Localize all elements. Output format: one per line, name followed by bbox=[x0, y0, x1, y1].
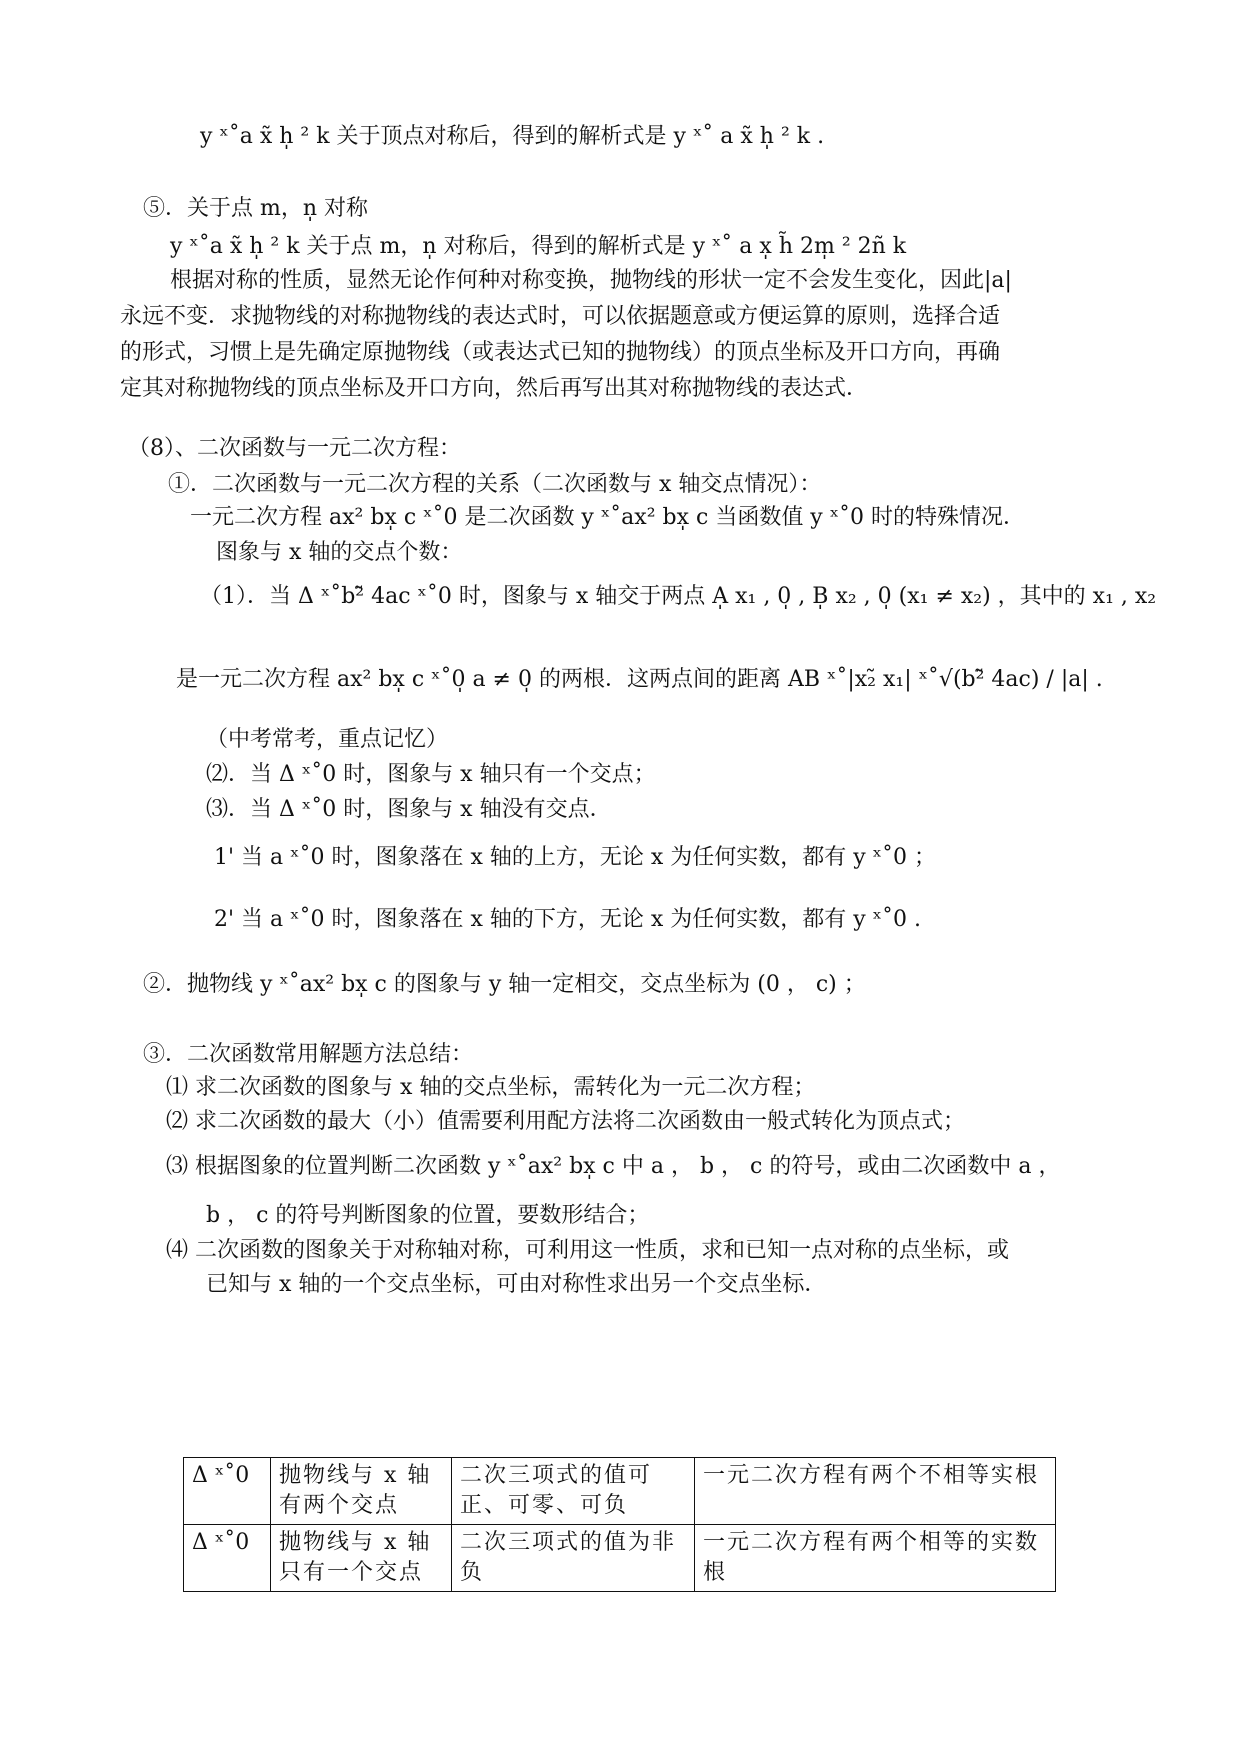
paragraph-line: ⑶．当 Δ ˣ˚0 时，图象与 x 轴没有交点． bbox=[206, 797, 612, 822]
discriminant-table bbox=[183, 1457, 1056, 1592]
formula-line: （1）．当 Δ ˣ˚b²̃ 4ac ˣ˚0 时，图象与 x 轴交于两点 A̩ x₁ , 0̩ , B̩ x₂ , 0̩ (x₁ ≠ x₂) ，其中的 x₁ , x₂ bbox=[200, 584, 1157, 609]
subheading: ⑤．关于点 m，n̩ 对称 bbox=[143, 196, 369, 221]
subheading: ②．抛物线 y ˣ˚ax² bx̩ c 的图象与 y 轴一定相交，交点坐标为 (0 ， c) ； bbox=[143, 972, 866, 997]
formula-line: y ˣ˚a x̃ h̩ ² k 关于点 m，n̩ 对称后，得到的解析式是 y ˣ˚ a x̩ h̃ 2m̩ ² 2ñ k bbox=[170, 234, 907, 259]
paragraph-line: 根据对称的性质，显然无论作何种对称变换，抛物线的形状一定不会发生变化，因此|a| bbox=[170, 268, 1012, 293]
subheading: ③．二次函数常用解题方法总结： bbox=[143, 1042, 474, 1067]
list-item: ⑶ 根据图象的位置判断二次函数 y ˣ˚ax² bx̩ c 中 a ， b ， c 的符号，或由二次函数中 a ， bbox=[166, 1154, 1061, 1179]
paragraph-line: 1' 当 a ˣ˚0 时，图象落在 x 轴的上方，无论 x 为任何实数，都有 y ˣ˚0 ； bbox=[214, 845, 936, 870]
list-item: ⑵ 求二次函数的最大（小）值需要利用配方法将二次函数由一般式转化为顶点式； bbox=[166, 1109, 965, 1134]
table-cell: 抛物线与 x 轴有两个交点 bbox=[271, 1458, 452, 1525]
formula-line: 是一元二次方程 ax² bx̩ c ˣ˚0̩ a ≠ 0̩ 的两根．这两点间的距离 AB ˣ˚|x₂̃ x₁| ˣ˚√(b²̃ 4ac) / |a| . bbox=[176, 667, 1103, 692]
table-cell: 二次三项式的值为非负 bbox=[452, 1525, 695, 1592]
table-cell: Δ ˣ˚0 bbox=[184, 1525, 271, 1592]
paragraph-line: 永远不变．求抛物线的对称抛物线的表达式时，可以依据题意或方便运算的原则，选择合适 bbox=[120, 304, 1001, 329]
paragraph-line: 一元二次方程 ax² bx̩ c ˣ˚0 是二次函数 y ˣ˚ax² bx̩ c 当函数值 y ˣ˚0 时的特殊情况． bbox=[190, 505, 1026, 530]
table-cell: 二次三项式的值可正、可零、可负 bbox=[452, 1458, 695, 1525]
section-heading: （8）、二次函数与一元二次方程： bbox=[128, 436, 461, 461]
list-item: ⑷ 二次函数的图象关于对称轴对称，可利用这一性质，求和已知一点对称的点坐标，或 bbox=[166, 1238, 1009, 1263]
table-row bbox=[184, 1458, 1056, 1525]
list-item: ⑴ 求二次函数的图象与 x 轴的交点坐标，需转化为一元二次方程； bbox=[166, 1075, 816, 1100]
table-cell: 一元二次方程有两个相等的实数根 bbox=[695, 1525, 1056, 1592]
list-item-continuation: b ， c 的符号判断图象的位置，要数形结合； bbox=[206, 1203, 650, 1228]
paragraph-line: 定其对称抛物线的顶点坐标及开口方向，然后再写出其对称抛物线的表达式． bbox=[120, 376, 869, 401]
note-line: （中考常考，重点记忆） bbox=[206, 727, 449, 752]
formula-line: y ˣ˚a x̃ h̩ ² k 关于顶点对称后，得到的解析式是 y ˣ˚ a x̃ h̩ ² k . bbox=[200, 124, 825, 149]
paragraph-line: 2' 当 a ˣ˚0 时，图象落在 x 轴的下方，无论 x 为任何实数，都有 y ˣ˚0 . bbox=[214, 907, 921, 932]
paragraph-line: ⑵．当 Δ ˣ˚0 时，图象与 x 轴只有一个交点； bbox=[206, 762, 656, 787]
subheading: ①．二次函数与一元二次方程的关系（二次函数与 x 轴交点情况）： bbox=[168, 472, 822, 497]
paragraph-line: 图象与 x 轴的交点个数： bbox=[216, 540, 463, 565]
table-row bbox=[184, 1525, 1056, 1592]
table-cell: Δ ˣ˚0 bbox=[184, 1458, 271, 1525]
table-cell: 一元二次方程有两个不相等实根 bbox=[695, 1458, 1056, 1525]
paragraph-line: 的形式，习惯上是先确定原抛物线（或表达式已知的抛物线）的顶点坐标及开口方向，再确 bbox=[120, 340, 1001, 365]
table-cell: 抛物线与 x 轴只有一个交点 bbox=[271, 1525, 452, 1592]
list-item-continuation: 已知与 x 轴的一个交点坐标，可由对称性求出另一个交点坐标． bbox=[206, 1272, 827, 1297]
